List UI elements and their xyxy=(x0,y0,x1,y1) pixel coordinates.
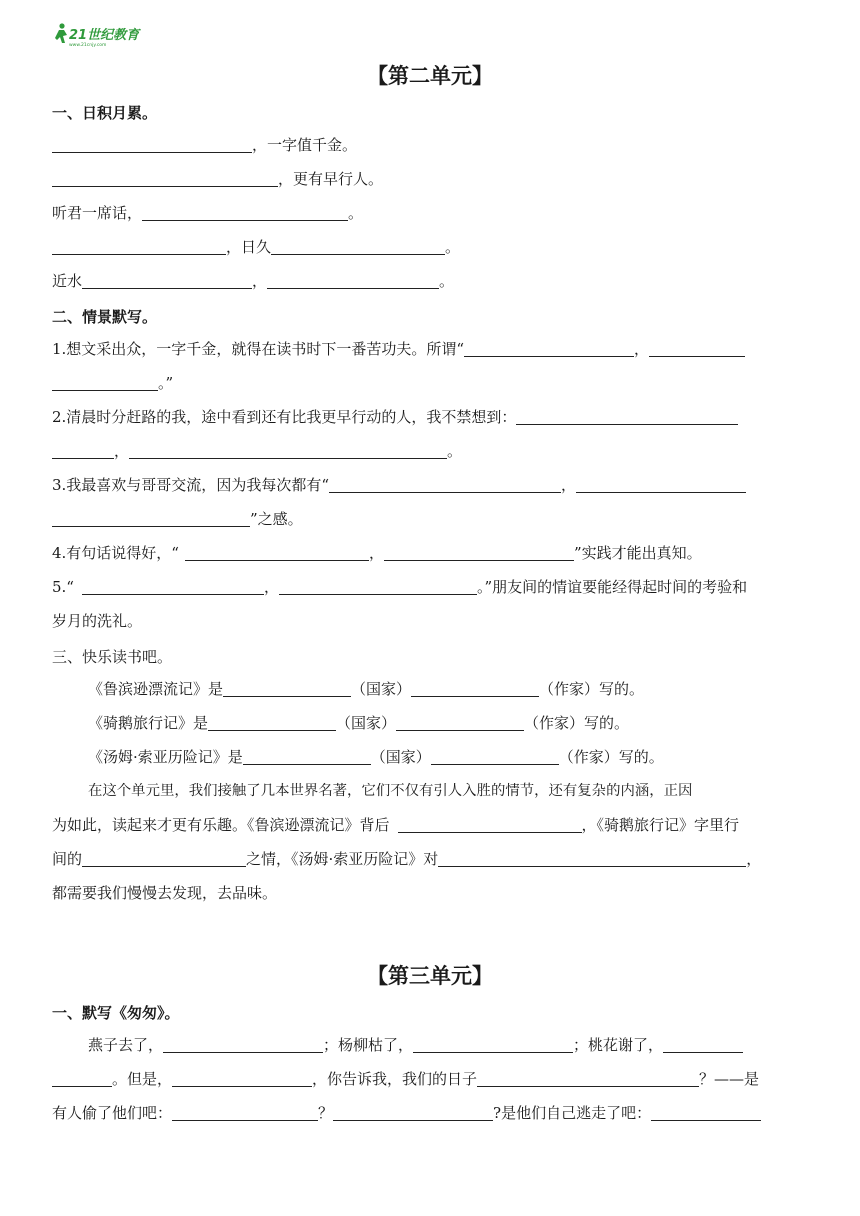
answer-blank[interactable] xyxy=(464,338,634,357)
u2-s2-q2: 2.清晨时分赶路的我，途中看到还有比我更早行动的人，我不禁想到： xyxy=(52,400,808,434)
answer-blank[interactable] xyxy=(431,746,559,765)
u2-s1-line4: ，日久 。 xyxy=(52,230,808,264)
unit-gap xyxy=(52,910,808,958)
unit2-title: 【第二单元】 xyxy=(367,64,493,88)
unit3-title: 【第三单元】 xyxy=(367,964,493,988)
answer-blank[interactable] xyxy=(398,814,582,833)
unit3-section1-heading: 一、默写《匆匆》。 xyxy=(52,1004,180,1022)
site-logo xyxy=(54,22,140,48)
u2-s3-para-line4: 都需要我们慢慢去发现，去品味。 xyxy=(52,884,278,902)
answer-blank[interactable] xyxy=(52,236,226,255)
u2-s1-line2: ，更有早行人。 xyxy=(52,162,808,196)
answer-blank[interactable] xyxy=(576,474,746,493)
answer-blank[interactable] xyxy=(516,406,738,425)
u3-s1-line1: 燕子去了， ；杨柳枯了， ；桃花谢了， xyxy=(52,1028,808,1062)
u2-s2-q5-cont: 岁月的洗礼。 xyxy=(52,612,143,630)
answer-blank[interactable] xyxy=(223,678,351,697)
answer-blank[interactable] xyxy=(279,576,477,595)
answer-blank[interactable] xyxy=(52,168,278,187)
u2-s2-q1-cont: 。” xyxy=(52,366,808,400)
answer-blank[interactable] xyxy=(129,440,447,459)
logo-url: www.21cnjy.com xyxy=(69,43,107,48)
answer-blank[interactable] xyxy=(271,236,445,255)
answer-blank[interactable] xyxy=(52,508,250,527)
answer-blank[interactable] xyxy=(185,542,369,561)
u2-s2-q5: 5.“ ， 。”朋友间的情谊要能经得起时间的考验和 xyxy=(52,578,748,596)
logo-text: 21世纪教育 xyxy=(69,28,140,43)
answer-blank[interactable] xyxy=(208,712,336,731)
u2-s2-q1: 1.想文采出众，一字千金，就得在读书时下一番苦功夫。所谓“ ， xyxy=(52,332,808,366)
u2-s2-q4: 4.有句话说得好，“ ， ”实践才能出真知。 xyxy=(52,544,702,562)
answer-blank[interactable] xyxy=(82,270,252,289)
worksheet xyxy=(52,58,808,1130)
u2-s2-q3-cont: ”之感。 xyxy=(52,502,808,536)
unit2-section2-heading: 二、情景默写。 xyxy=(52,308,158,326)
answer-blank[interactable] xyxy=(438,848,746,867)
answer-blank[interactable] xyxy=(411,678,539,697)
answer-blank[interactable] xyxy=(172,1068,312,1087)
u2-s3-book2: 《骑鹅旅行记》是 （国家） （作家）写的。 xyxy=(88,714,630,732)
answer-blank[interactable] xyxy=(477,1068,699,1087)
u2-s2-q3: 3.我最喜欢与哥哥交流，因为我每次都有“ ， xyxy=(52,468,808,502)
u2-s3-para-line1: 在这个单元里，我们接触了几本世界名著，它们不仅有引人入胜的情节，还有复杂的内涵，正因 xyxy=(88,783,693,799)
answer-blank[interactable] xyxy=(52,440,114,459)
u2-s1-line3: 听君一席话， 。 xyxy=(52,204,364,222)
answer-blank[interactable] xyxy=(396,712,524,731)
u2-s1-line5: 近水 ， 。 xyxy=(52,272,455,290)
runner-icon xyxy=(55,23,67,43)
answer-blank[interactable] xyxy=(329,474,561,493)
answer-blank[interactable] xyxy=(82,848,246,867)
u2-s3-book1: 《鲁滨逊漂流记》是 （国家） （作家）写的。 xyxy=(88,680,645,698)
answer-blank[interactable] xyxy=(52,134,252,153)
answer-blank[interactable] xyxy=(82,576,264,595)
unit2-section1-heading: 一、日积月累。 xyxy=(52,104,158,122)
answer-blank[interactable] xyxy=(163,1034,323,1053)
answer-blank[interactable] xyxy=(267,270,439,289)
u2-s2-q2-cont: ， 。 xyxy=(52,434,808,468)
answer-blank[interactable] xyxy=(52,372,158,391)
u3-s1-line3: 有人偷了他们吧： ？ ?是他们自己逃走了吧： xyxy=(52,1096,808,1130)
answer-blank[interactable] xyxy=(52,1068,112,1087)
answer-blank[interactable] xyxy=(142,202,348,221)
u2-s3-para-line2: 为如此，读起来才更有乐趣。《鲁滨逊漂流记》背后 ，《骑鹅旅行记》字里行 xyxy=(52,816,740,834)
answer-blank[interactable] xyxy=(172,1102,318,1121)
u3-s1-line2: 。但是， ，你告诉我，我们的日子 ？——是 xyxy=(52,1062,808,1096)
answer-blank[interactable] xyxy=(663,1034,743,1053)
answer-blank[interactable] xyxy=(651,1102,761,1121)
u2-s3-para-line3: 间的 之情，《汤姆·索亚历险记》对 ， xyxy=(52,850,762,868)
answer-blank[interactable] xyxy=(649,338,745,357)
u2-s3-book3: 《汤姆·索亚历险记》是 （国家） （作家）写的。 xyxy=(88,748,664,766)
unit2-section3-heading: 三、快乐读书吧。 xyxy=(52,648,173,666)
answer-blank[interactable] xyxy=(384,542,574,561)
u2-s1-line1: ，一字值千金。 xyxy=(52,128,808,162)
answer-blank[interactable] xyxy=(243,746,371,765)
answer-blank[interactable] xyxy=(333,1102,493,1121)
answer-blank[interactable] xyxy=(413,1034,573,1053)
